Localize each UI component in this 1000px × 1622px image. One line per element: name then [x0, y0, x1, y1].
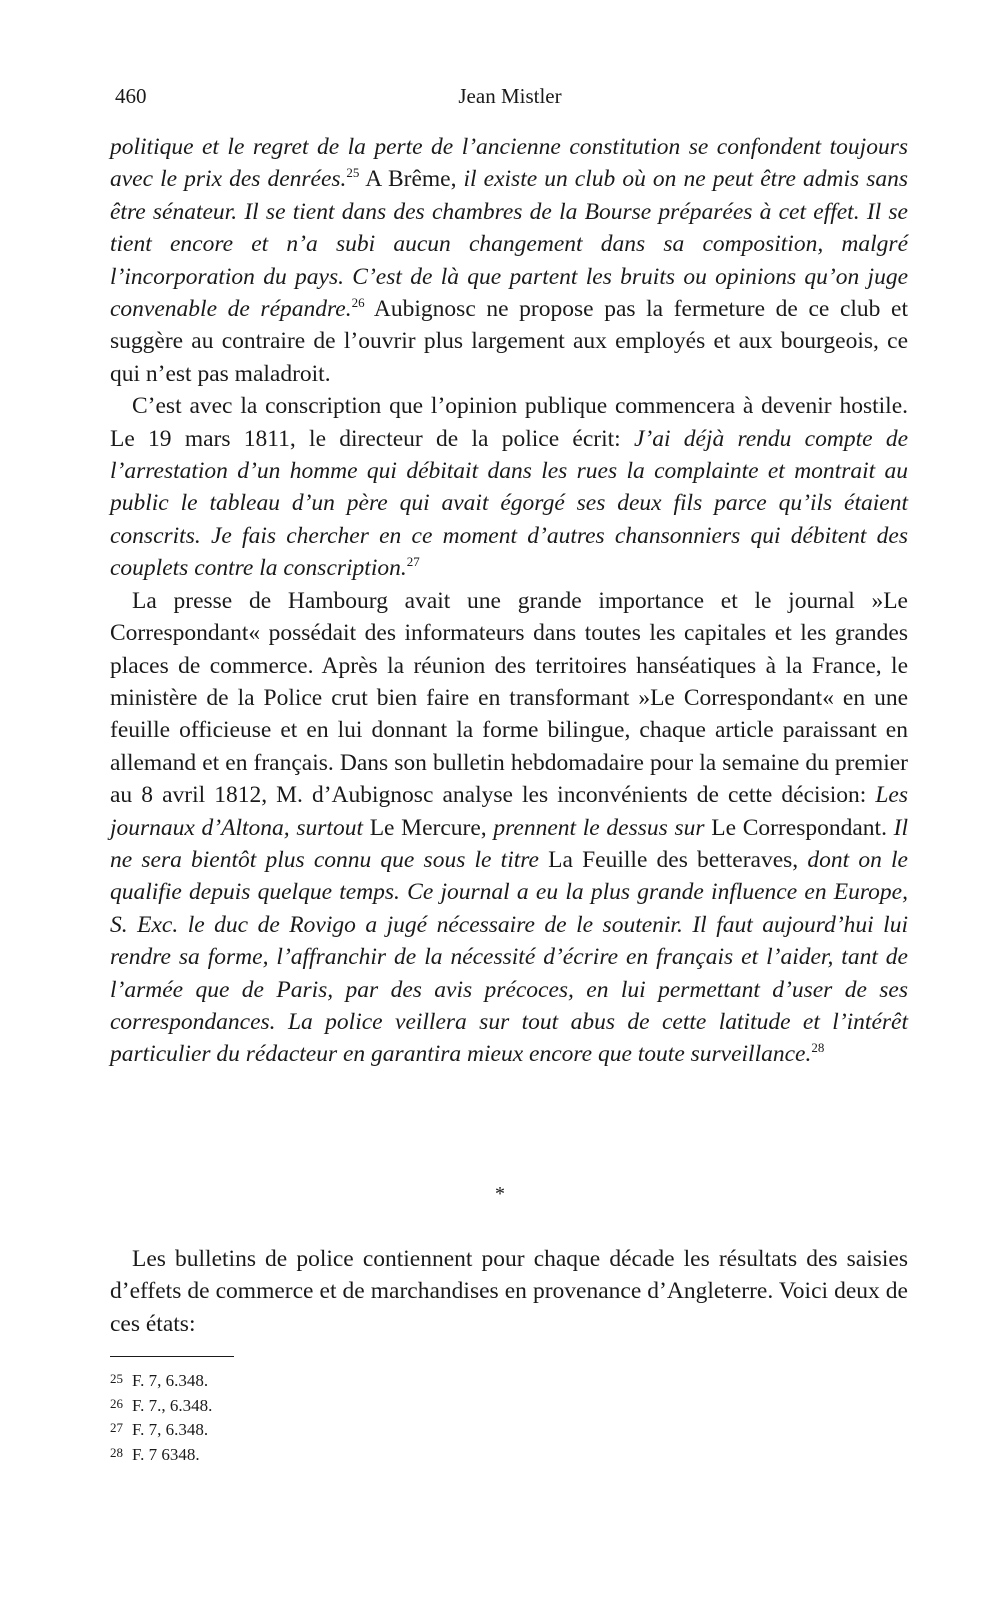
- quote-text: prennent le dessus sur: [493, 814, 705, 841]
- footnotes: [110, 1368, 510, 1466]
- quote-text: Il ne sera bientôt plus connu que sous le titre: [110, 814, 909, 873]
- quote-text: dont on le qualifie depuis quelque temps. Ce journal a eu la plus grande influence en Europe, S. Exc. le duc de Rovigo a jugé nécessaire de le soutenir. Il faut aujourd’hui lui rendre sa forme, l’affranchir de la nécessité d’écrire en français et l’aider, tant de l’armée que de Paris, par des avis précoces, en lui permettant d’user de ses correspondances. La police veillera sur tout abus de cette latitude et l’intérêt particulier du rédacteur en garantira mieux encore que toute surveillance.: [110, 846, 908, 1068]
- footnote-ref-25: 25: [346, 165, 360, 181]
- quote-text: J’ai déjà rendu compte de l’arrestation d’un homme qui débitait dans les rues la complainte et montrait au public le tableau d’un père qui avait égorgé ses deux fils parce qu’ils étaient conscrits. Je fais chercher en ce moment d’autres chansonniers qui débitent des couplets contre la conscription.: [110, 425, 908, 582]
- main-text-continued: [110, 1243, 908, 1340]
- footnote-ref-28: 28: [811, 1040, 825, 1056]
- body-text: Aubignosc ne propose pas la fermeture de ce club et suggère au contraire de l’ouvrir plus largement aux employés et aux bourgeois, ce qui n’est pas maladroit.: [110, 296, 909, 387]
- body-text: Le Mercure,: [362, 814, 494, 841]
- paragraph-3: [110, 585, 908, 1071]
- page-header: [115, 84, 905, 114]
- footnote: [110, 1393, 510, 1418]
- footnote-text: F. 7, 6.348.: [132, 1420, 209, 1439]
- footnote-number: 26: [110, 1395, 123, 1411]
- footnote-ref-27: 27: [406, 554, 420, 570]
- quote-text: politique et le regret de la perte de l’ancienne constitution se confondent toujours avec le prix des denrées.: [110, 134, 908, 193]
- footnote-divider: [110, 1356, 234, 1357]
- footnote-text: F. 7, 6.348.: [132, 1371, 209, 1390]
- paragraph-2: [110, 390, 908, 584]
- footnote: [110, 1442, 510, 1467]
- footnote-number: 28: [110, 1444, 123, 1460]
- paragraph-4: Les bulletins de police contiennent pour chaque décade les résultats des saisies d’effets de commerce et de marchandises en provenance d’Angleterre. Voici deux de ces états:: [110, 1246, 908, 1337]
- body-text: La Feuille des betteraves,: [538, 846, 808, 873]
- running-head: Jean Mistler: [458, 84, 562, 108]
- paragraph-1: [110, 131, 908, 390]
- footnote-text: F. 7 6348.: [132, 1444, 200, 1464]
- body-text: Le Correspondant.: [704, 814, 894, 841]
- quote-text: Les journaux d’Altona, surtout: [110, 782, 908, 841]
- main-text: [110, 131, 908, 1071]
- body-text: A Brême,: [359, 166, 464, 193]
- page-number: 460: [115, 84, 147, 108]
- body-text: C’est avec la conscription que l’opinion publique commencera à devenir hostile. Le 19 mars 1811, le directeur de la police écrit:: [110, 393, 908, 452]
- footnote-number: 25: [110, 1371, 123, 1386]
- body-text: La presse de Hambourg avait une grande importance et le journal »Le Correspondant« possédait des informateurs dans toutes les capitales et les grandes places de commerce. Après la réunion des territoires hanséatiques à la France, le ministère de la Police crut bien faire en transformant »Le Correspondant« en une feuille officieuse et en lui donnant la forme bilingue, chaque article paraissant en allemand et en français. Dans son bulletin hebdomadaire pour la semaine du premier au 8 avril 1812, M. d’Aubignosc analyse les inconvénients de cette décision:: [110, 587, 908, 809]
- footnote-number: 27: [110, 1420, 123, 1435]
- quote-text: il existe un club où on ne peut être admis sans être sénateur. Il se tient dans des chambres de la Bourse préparées à cet effet. Il se tient encore et n’a subi aucun changement dans sa composition, malgré l’incorporation du pays. C’est de là que partent les bruits ou opinions qu’on juge convenable de répandre.: [110, 166, 908, 323]
- footnote: [110, 1417, 510, 1442]
- section-break-asterisk: *: [495, 1183, 505, 1205]
- footnote: [110, 1368, 510, 1393]
- footnote-ref-26: 26: [351, 295, 365, 311]
- footnote-text: F. 7., 6.348.: [132, 1395, 213, 1415]
